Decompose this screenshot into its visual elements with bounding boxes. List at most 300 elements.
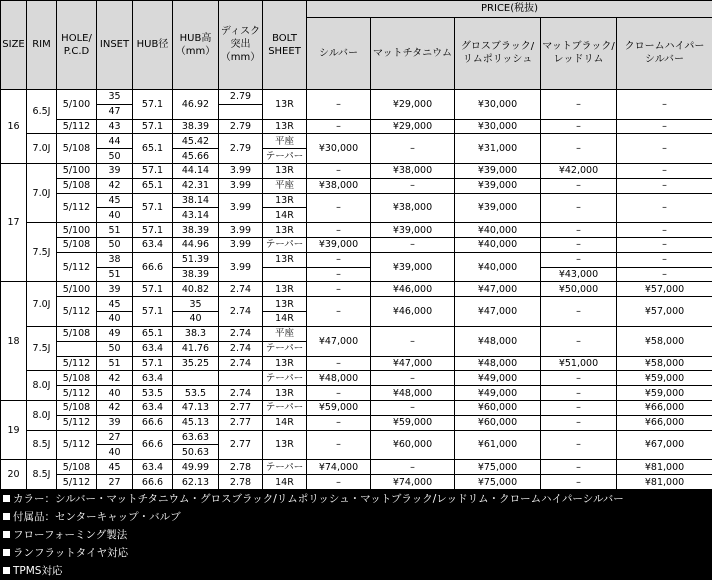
price-matte-titanium-cell: ¥39,000 xyxy=(371,252,455,282)
inset-cell: 38 xyxy=(97,252,133,267)
note-text: ランフラットタイヤ対応 xyxy=(13,547,129,559)
pcd-cell: 5/100 xyxy=(57,223,97,238)
rim-cell: 7.5J xyxy=(27,326,57,370)
hub-diameter-cell: 66.6 xyxy=(133,415,173,430)
pcd-cell: 5/112 xyxy=(57,193,97,223)
bolt-cell: 13R xyxy=(263,119,307,134)
price-gloss-black-cell: ¥49,000 xyxy=(455,386,541,401)
square-bullet-icon xyxy=(3,531,10,538)
price-matte-titanium-cell: – xyxy=(371,326,455,356)
table-row xyxy=(1,89,712,104)
bolt-cell: 14R xyxy=(263,475,307,490)
price-chrome-hyper-cell: – xyxy=(617,119,712,134)
hub-diameter-cell: 63.4 xyxy=(133,460,173,475)
hub-height-cell: 35 xyxy=(173,297,219,312)
price-silver-cell: ¥39,000 xyxy=(307,238,371,253)
inset-cell: 50 xyxy=(97,341,133,356)
disc-offset-cell: 3.99 xyxy=(219,252,263,282)
pcd-cell: 5/112 xyxy=(57,415,97,430)
table-row xyxy=(1,134,712,149)
rim-cell: 8.0J xyxy=(27,371,57,401)
pcd-cell: 5/100 xyxy=(57,282,97,297)
bolt-cell: テーパー xyxy=(263,149,307,164)
header-hole-pcd: HOLE/ P.C.D xyxy=(57,1,97,90)
price-silver-cell: – xyxy=(307,89,371,119)
table-row xyxy=(1,267,712,282)
table-row xyxy=(1,178,712,193)
price-gloss-black-cell: ¥40,000 xyxy=(455,223,541,238)
price-silver-cell: – xyxy=(307,356,371,371)
bolt-cell: テーパー xyxy=(263,371,307,386)
bolt-cell: 13R xyxy=(263,163,307,178)
table-row xyxy=(1,475,712,490)
table-row xyxy=(1,163,712,178)
note-text: カラー：シルバー・マットチタニウム・グロスブラック/リムポリッシュ・マットブラック/レッドリム・クロームハイパーシルバー xyxy=(13,493,624,505)
price-chrome-hyper-cell: ¥81,000 xyxy=(617,475,712,490)
table-row xyxy=(1,386,712,401)
hub-height-cell: 49.99 xyxy=(173,460,219,475)
inset-cell: 39 xyxy=(97,282,133,297)
hub-height-cell: 35.25 xyxy=(173,356,219,371)
inset-cell: 51 xyxy=(97,267,133,282)
price-matte-titanium-cell: ¥46,000 xyxy=(371,282,455,297)
price-chrome-hyper-cell: – xyxy=(617,193,712,223)
hub-height-cell: 40 xyxy=(173,312,219,327)
inset-cell: 39 xyxy=(97,163,133,178)
rim-cell: 8.5J xyxy=(27,430,57,460)
note-colors xyxy=(0,490,712,508)
disc-offset-cell: 2.77 xyxy=(219,415,263,430)
rim-cell: 8.5J xyxy=(27,460,57,490)
bolt-cell: 13R xyxy=(263,430,307,460)
price-matte-titanium-cell: ¥46,000 xyxy=(371,297,455,327)
price-gloss-black-cell: ¥48,000 xyxy=(455,326,541,356)
header-inset: INSET xyxy=(97,1,133,90)
price-matte-black-red-cell: – xyxy=(541,119,617,134)
inset-cell: 50 xyxy=(97,238,133,253)
hub-diameter-cell: 57.1 xyxy=(133,119,173,134)
price-chrome-hyper-cell: – xyxy=(617,178,712,193)
price-silver-cell: ¥59,000 xyxy=(307,400,371,415)
price-chrome-hyper-cell: – xyxy=(617,163,712,178)
inset-cell: 43 xyxy=(97,119,133,134)
price-gloss-black-cell: ¥75,000 xyxy=(455,475,541,490)
hub-height-cell: 47.13 xyxy=(173,400,219,415)
price-matte-black-red-cell: ¥51,000 xyxy=(541,356,617,371)
bolt-cell: テーパー xyxy=(263,460,307,475)
price-gloss-black-cell: ¥40,000 xyxy=(455,238,541,253)
pcd-cell: 5/112 xyxy=(57,119,97,134)
hub-height-cell: 45.13 xyxy=(173,415,219,430)
pcd-cell: 5/108 xyxy=(57,178,97,193)
price-silver-cell: – xyxy=(307,163,371,178)
hub-diameter-cell: 66.6 xyxy=(133,252,173,282)
square-bullet-icon xyxy=(3,513,10,520)
rim-cell: 6.5J xyxy=(27,89,57,133)
header-rim: RIM xyxy=(27,1,57,90)
price-matte-titanium-cell: ¥38,000 xyxy=(371,193,455,223)
bolt-cell: 14R xyxy=(263,415,307,430)
price-chrome-hyper-cell: – xyxy=(617,223,712,238)
price-chrome-hyper-cell: – xyxy=(617,252,712,267)
price-gloss-black-cell: ¥40,000 xyxy=(455,252,541,282)
bolt-cell: 14R xyxy=(263,208,307,223)
hub-height-cell: 62.13 xyxy=(173,475,219,490)
price-gloss-black-cell: ¥39,000 xyxy=(455,163,541,178)
hub-height-cell: 43.14 xyxy=(173,208,219,223)
bolt-cell: テーパー xyxy=(263,238,307,253)
price-matte-black-red-cell: – xyxy=(541,178,617,193)
disc-offset-cell: 2.74 xyxy=(219,341,263,356)
price-silver-cell: – xyxy=(307,297,371,327)
price-silver-cell: – xyxy=(307,415,371,430)
hub-diameter-cell: 65.1 xyxy=(133,178,173,193)
pcd-cell: 5/112 xyxy=(57,430,97,460)
inset-cell: 45 xyxy=(97,297,133,312)
price-silver-cell: – xyxy=(307,282,371,297)
price-silver-cell: – xyxy=(307,475,371,490)
pcd-cell: 5/100 xyxy=(57,163,97,178)
price-chrome-hyper-cell: ¥58,000 xyxy=(617,326,712,356)
price-matte-black-red-cell: ¥43,000 xyxy=(541,267,617,282)
hub-diameter-cell: 57.1 xyxy=(133,297,173,327)
inset-cell: 51 xyxy=(97,223,133,238)
hub-height-cell: 46.92 xyxy=(173,89,219,119)
price-silver-cell: ¥48,000 xyxy=(307,371,371,386)
price-silver-cell: ¥74,000 xyxy=(307,460,371,475)
hub-diameter-cell: 57.1 xyxy=(133,282,173,297)
table-row xyxy=(1,223,712,238)
pcd-cell: 5/100 xyxy=(57,89,97,119)
bolt-cell: 14R xyxy=(263,312,307,327)
price-matte-titanium-cell: – xyxy=(371,460,455,475)
bolt-cell: 13R xyxy=(263,386,307,401)
hub-height-cell: 63.63 xyxy=(173,430,219,445)
inset-cell: 40 xyxy=(97,208,133,223)
hub-diameter-cell: 66.6 xyxy=(133,430,173,460)
price-gloss-black-cell: ¥61,000 xyxy=(455,430,541,460)
bolt-cell: 平座 xyxy=(263,178,307,193)
pcd-cell: 5/112 xyxy=(57,386,97,401)
table-row xyxy=(1,371,712,386)
table-row xyxy=(1,238,712,253)
price-matte-titanium-cell: – xyxy=(371,134,455,164)
hub-height-cell: 44.14 xyxy=(173,163,219,178)
price-gloss-black-cell: ¥75,000 xyxy=(455,460,541,475)
pcd-cell: 5/108 xyxy=(57,134,97,164)
bolt-cell: 13R xyxy=(263,282,307,297)
inset-cell: 51 xyxy=(97,356,133,371)
rim-cell: 7.0J xyxy=(27,134,57,164)
pcd-cell: 5/108 xyxy=(57,460,97,475)
price-matte-titanium-cell: – xyxy=(371,371,455,386)
disc-offset-cell: 3.99 xyxy=(219,238,263,253)
price-matte-titanium-cell: – xyxy=(371,400,455,415)
price-chrome-hyper-cell: ¥59,000 xyxy=(617,371,712,386)
hub-height-cell: 50.63 xyxy=(173,445,219,460)
note-accessories xyxy=(0,508,712,526)
price-chrome-hyper-cell: – xyxy=(617,267,712,282)
price-matte-titanium-cell: – xyxy=(371,178,455,193)
price-matte-black-red-cell: – xyxy=(541,415,617,430)
price-silver-cell: ¥38,000 xyxy=(307,178,371,193)
table-row xyxy=(1,400,712,415)
hub-height-cell: 41.76 xyxy=(173,341,219,356)
disc-offset-cell: 2.77 xyxy=(219,430,263,460)
header-finish-matte-black-red: マットブラック/ レッドリム xyxy=(541,17,617,89)
inset-cell: 42 xyxy=(97,400,133,415)
bolt-cell xyxy=(263,267,307,282)
price-chrome-hyper-cell: ¥57,000 xyxy=(617,297,712,327)
price-matte-black-red-cell: – xyxy=(541,430,617,460)
rim-cell: 7.0J xyxy=(27,163,57,222)
size-cell: 19 xyxy=(1,400,27,459)
inset-cell: 27 xyxy=(97,475,133,490)
table-body xyxy=(1,1,712,490)
disc-offset-cell: 3.99 xyxy=(219,223,263,238)
header-bolt-sheet: BOLT SHEET xyxy=(263,1,307,90)
inset-cell: 40 xyxy=(97,445,133,460)
price-gloss-black-cell: ¥60,000 xyxy=(455,415,541,430)
pcd-cell xyxy=(57,341,97,356)
inset-cell: 27 xyxy=(97,430,133,445)
table-row xyxy=(1,282,712,297)
table-row xyxy=(1,297,712,312)
rim-cell: 8.0J xyxy=(27,400,57,430)
pcd-cell: 5/112 xyxy=(57,297,97,327)
price-matte-titanium-cell: ¥29,000 xyxy=(371,119,455,134)
pcd-cell: 5/108 xyxy=(57,371,97,386)
price-matte-titanium-cell: ¥60,000 xyxy=(371,430,455,460)
price-matte-titanium-cell: ¥74,000 xyxy=(371,475,455,490)
hub-diameter-cell: 57.1 xyxy=(133,193,173,223)
rim-cell: 7.5J xyxy=(27,223,57,282)
bolt-cell: 13R xyxy=(263,252,307,267)
header-finish-gloss-black: グロスブラック/ リムポリッシュ xyxy=(455,17,541,89)
price-chrome-hyper-cell: ¥59,000 xyxy=(617,386,712,401)
pcd-cell: 5/108 xyxy=(57,400,97,415)
price-gloss-black-cell: ¥47,000 xyxy=(455,282,541,297)
hub-diameter-cell: 63.4 xyxy=(133,238,173,253)
hub-height-cell: 38.39 xyxy=(173,119,219,134)
note-text: TPMS対応 xyxy=(13,565,63,577)
hub-height-cell: 45.66 xyxy=(173,149,219,164)
price-matte-black-red-cell: ¥50,000 xyxy=(541,282,617,297)
price-gloss-black-cell: ¥30,000 xyxy=(455,119,541,134)
price-matte-black-red-cell: – xyxy=(541,252,617,267)
disc-offset-cell: 3.99 xyxy=(219,193,263,223)
price-chrome-hyper-cell: ¥66,000 xyxy=(617,415,712,430)
hub-diameter-cell: 63.4 xyxy=(133,400,173,415)
price-gloss-black-cell: ¥60,000 xyxy=(455,400,541,415)
price-matte-black-red-cell: – xyxy=(541,386,617,401)
price-silver-cell: – xyxy=(307,193,371,223)
pcd-cell: 5/112 xyxy=(57,475,97,490)
header-size: SIZE xyxy=(1,1,27,90)
inset-cell: 42 xyxy=(97,371,133,386)
header-finish-chrome-hyper: クロームハイパー シルバー xyxy=(617,17,712,89)
price-gloss-black-cell: ¥48,000 xyxy=(455,356,541,371)
header-finish-matte-titanium: マットチタニウム xyxy=(371,17,455,89)
hub-diameter-cell: 63.4 xyxy=(133,371,173,386)
price-chrome-hyper-cell: ¥81,000 xyxy=(617,460,712,475)
inset-cell: 35 xyxy=(97,89,133,104)
price-gloss-black-cell: ¥47,000 xyxy=(455,297,541,327)
inset-cell: 45 xyxy=(97,460,133,475)
hub-diameter-cell: 57.1 xyxy=(133,89,173,119)
disc-offset-cell: 2.79 xyxy=(219,134,263,164)
note-runflat xyxy=(0,544,712,562)
hub-height-cell: 45.42 xyxy=(173,134,219,149)
price-silver-cell: ¥47,000 xyxy=(307,326,371,356)
inset-cell: 44 xyxy=(97,134,133,149)
table-row xyxy=(1,430,712,445)
pcd-cell: 5/108 xyxy=(57,326,97,341)
hub-height-cell: 51.39 xyxy=(173,252,219,267)
price-matte-black-red-cell: – xyxy=(541,193,617,223)
pcd-cell: 5/108 xyxy=(57,238,97,253)
rim-cell: 7.0J xyxy=(27,282,57,326)
disc-offset-cell: 2.77 xyxy=(219,400,263,415)
header-hub-diameter: HUB径 xyxy=(133,1,173,90)
header-finish-silver: シルバー xyxy=(307,17,371,89)
size-cell: 16 xyxy=(1,89,27,163)
price-silver-cell: – xyxy=(307,386,371,401)
bolt-cell: 平座 xyxy=(263,134,307,149)
note-tpms xyxy=(0,562,712,580)
inset-cell: 47 xyxy=(97,104,133,119)
price-matte-black-red-cell: – xyxy=(541,326,617,356)
price-chrome-hyper-cell: ¥58,000 xyxy=(617,356,712,371)
inset-cell: 49 xyxy=(97,326,133,341)
disc-offset-cell: 2.74 xyxy=(219,386,263,401)
price-silver-cell: ¥30,000 xyxy=(307,134,371,164)
price-matte-titanium-cell: ¥59,000 xyxy=(371,415,455,430)
price-silver-cell: – xyxy=(307,430,371,460)
pcd-cell: 5/112 xyxy=(57,252,97,282)
size-cell: 18 xyxy=(1,282,27,401)
price-chrome-hyper-cell: ¥57,000 xyxy=(617,282,712,297)
price-silver-cell: – xyxy=(307,119,371,134)
square-bullet-icon xyxy=(3,495,10,502)
disc-offset-cell: 2.74 xyxy=(219,326,263,341)
bolt-cell: 13R xyxy=(263,297,307,312)
disc-offset-cell: 2.74 xyxy=(219,297,263,327)
hub-height-cell: 40.82 xyxy=(173,282,219,297)
hub-diameter-cell: 57.1 xyxy=(133,356,173,371)
price-silver-cell: – xyxy=(307,252,371,267)
table-row xyxy=(1,415,712,430)
price-gloss-black-cell: ¥31,000 xyxy=(455,134,541,164)
bolt-cell: テーパー xyxy=(263,400,307,415)
price-silver-cell: – xyxy=(307,267,371,282)
hub-diameter-cell: 57.1 xyxy=(133,223,173,238)
price-gloss-black-cell: ¥39,000 xyxy=(455,193,541,223)
inset-cell: 40 xyxy=(97,386,133,401)
price-matte-titanium-cell: ¥48,000 xyxy=(371,386,455,401)
hub-height-cell: 42.31 xyxy=(173,178,219,193)
inset-cell: 42 xyxy=(97,178,133,193)
bolt-cell: 平座 xyxy=(263,326,307,341)
hub-height-cell xyxy=(173,371,219,386)
note-text: フローフォーミング製法 xyxy=(13,529,128,541)
inset-cell: 50 xyxy=(97,149,133,164)
hub-diameter-cell: 65.1 xyxy=(133,134,173,164)
hub-diameter-cell: 63.4 xyxy=(133,341,173,356)
table-row xyxy=(1,119,712,134)
price-matte-black-red-cell: – xyxy=(541,89,617,119)
price-gloss-black-cell: ¥30,000 xyxy=(455,89,541,119)
price-chrome-hyper-cell: – xyxy=(617,89,712,119)
price-gloss-black-cell: ¥49,000 xyxy=(455,371,541,386)
price-matte-titanium-cell: ¥47,000 xyxy=(371,356,455,371)
price-matte-black-red-cell: – xyxy=(541,134,617,164)
price-silver-cell: – xyxy=(307,223,371,238)
size-cell: 20 xyxy=(1,460,27,490)
price-chrome-hyper-cell: ¥66,000 xyxy=(617,400,712,415)
note-text: 付属品：センターキャップ・バルブ xyxy=(13,511,181,523)
price-matte-black-red-cell: – xyxy=(541,223,617,238)
price-matte-black-red-cell: – xyxy=(541,475,617,490)
table-row xyxy=(1,460,712,475)
price-chrome-hyper-cell: ¥67,000 xyxy=(617,430,712,460)
disc-offset-cell: 3.99 xyxy=(219,163,263,178)
pcd-cell: 5/112 xyxy=(57,356,97,371)
hub-diameter-cell: 66.6 xyxy=(133,475,173,490)
disc-offset-cell: 2.74 xyxy=(219,356,263,371)
price-matte-black-red-cell: – xyxy=(541,460,617,475)
disc-offset-cell xyxy=(219,371,263,386)
disc-offset-cell: 2.79 xyxy=(219,89,263,104)
price-chrome-hyper-cell: – xyxy=(617,134,712,164)
disc-offset-cell xyxy=(219,104,263,119)
inset-cell: 45 xyxy=(97,193,133,208)
table-row xyxy=(1,356,712,371)
inset-cell: 39 xyxy=(97,415,133,430)
hub-height-cell: 38.3 xyxy=(173,326,219,341)
bolt-cell: テーパー xyxy=(263,341,307,356)
header-disc-offset: ディスク 突出 （mm） xyxy=(219,1,263,90)
price-matte-black-red-cell: – xyxy=(541,297,617,327)
price-matte-black-red-cell: – xyxy=(541,371,617,386)
hub-height-cell: 53.5 xyxy=(173,386,219,401)
price-matte-black-red-cell: – xyxy=(541,400,617,415)
hub-height-cell: 38.39 xyxy=(173,267,219,282)
disc-offset-cell: 2.78 xyxy=(219,460,263,475)
table-row xyxy=(1,252,712,267)
hub-height-cell: 38.39 xyxy=(173,223,219,238)
disc-offset-cell: 2.74 xyxy=(219,282,263,297)
inset-cell: 40 xyxy=(97,312,133,327)
header-hub-height: HUB高 （mm） xyxy=(173,1,219,90)
disc-offset-cell: 2.79 xyxy=(219,119,263,134)
hub-diameter-cell: 65.1 xyxy=(133,326,173,341)
table-row xyxy=(1,326,712,341)
price-matte-black-red-cell: – xyxy=(541,238,617,253)
bolt-cell: 13R xyxy=(263,89,307,119)
price-matte-titanium-cell: ¥39,000 xyxy=(371,223,455,238)
bolt-cell: 13R xyxy=(263,223,307,238)
price-gloss-black-cell: ¥39,000 xyxy=(455,178,541,193)
price-matte-titanium-cell: ¥29,000 xyxy=(371,89,455,119)
hub-diameter-cell: 53.5 xyxy=(133,386,173,401)
disc-offset-cell: 2.78 xyxy=(219,475,263,490)
hub-height-cell: 44.96 xyxy=(173,238,219,253)
bolt-cell: 13R xyxy=(263,356,307,371)
price-chrome-hyper-cell: – xyxy=(617,238,712,253)
square-bullet-icon xyxy=(3,567,10,574)
hub-height-cell: 38.14 xyxy=(173,193,219,208)
